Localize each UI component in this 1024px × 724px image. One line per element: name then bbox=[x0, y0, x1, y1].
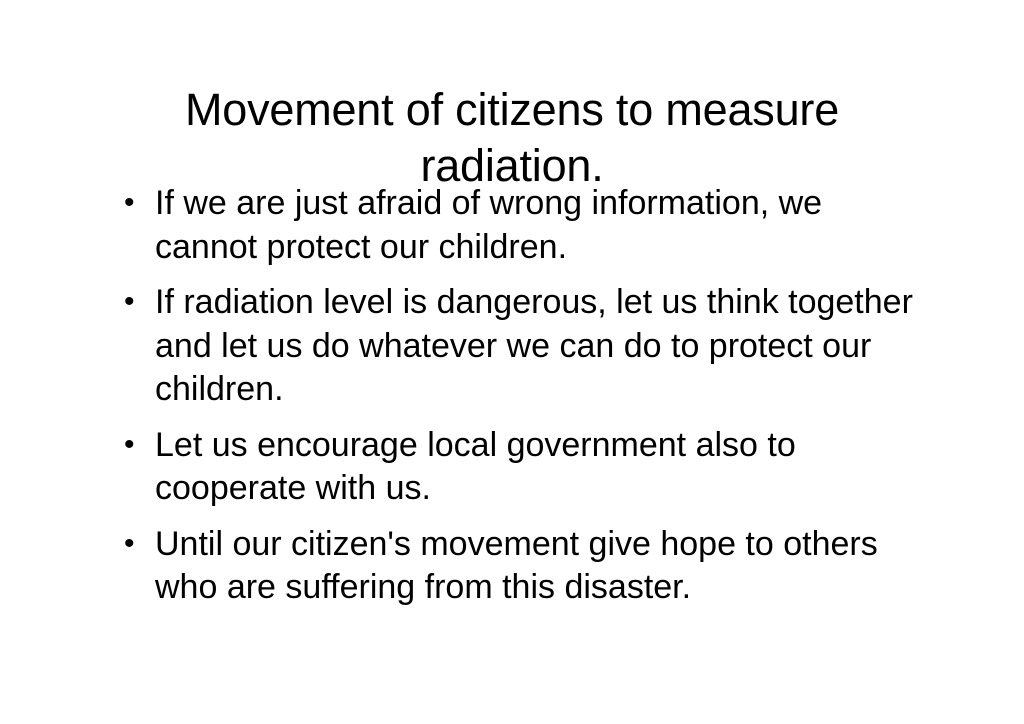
bullet-point-icon: • bbox=[124, 285, 135, 319]
list-item-text: If we are just afraid of wrong information, we cannot protect our children. bbox=[155, 184, 823, 266]
list-item-text: Let us encourage local government also to cooperate with us. bbox=[155, 425, 796, 508]
list-item bbox=[118, 281, 918, 412]
list-item bbox=[118, 182, 918, 269]
page-title: Movement of citizens to measure radiation. bbox=[184, 84, 840, 191]
list-item bbox=[118, 424, 918, 511]
bullet-point-icon: • bbox=[124, 427, 135, 461]
list-item-text: Until our citizen's movement give hope to others who are suffering from this disaster. bbox=[155, 524, 878, 607]
list-item-text: If radiation level is dangerous, let us think together and let us do whatever we can do to protect our children. bbox=[155, 283, 913, 409]
list-item bbox=[118, 523, 918, 610]
bullet-point-icon: • bbox=[124, 526, 135, 560]
bullet-list bbox=[118, 182, 918, 610]
bullet-point-icon: • bbox=[124, 186, 135, 219]
